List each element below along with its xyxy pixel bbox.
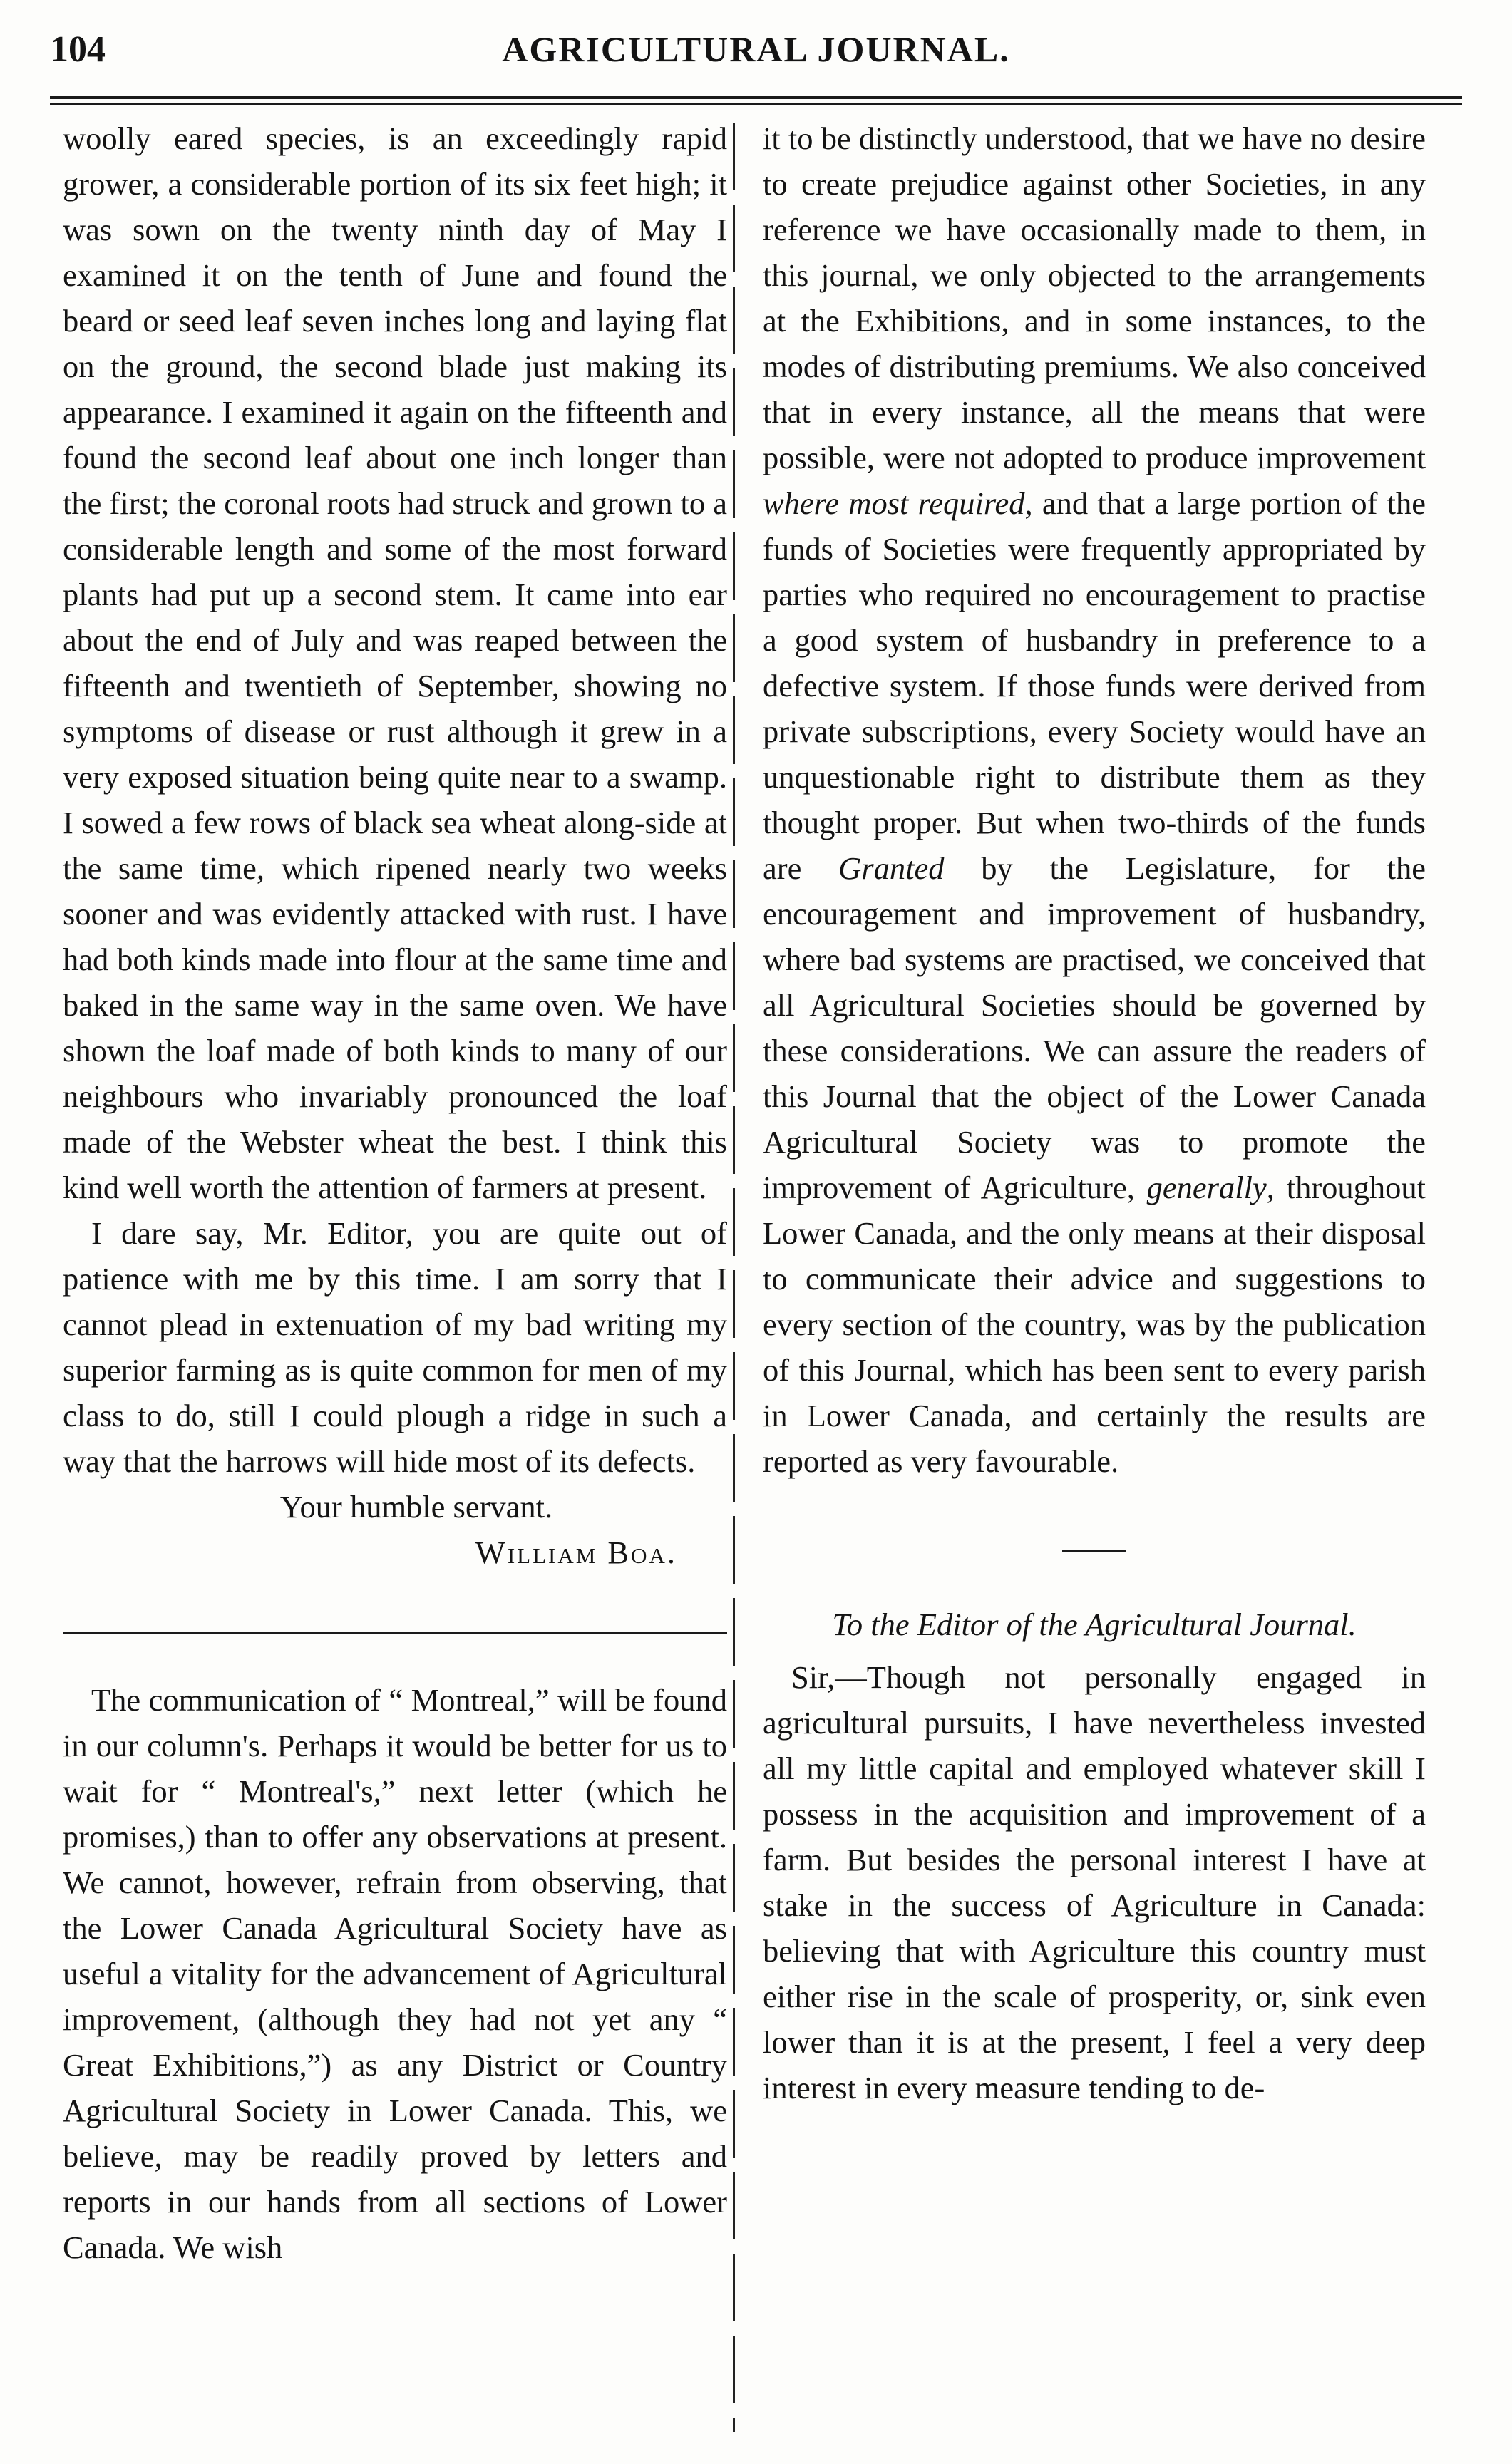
editorial-text: , and that a large portion of the funds of Societies were frequently appropriated by parties who required no encouragement to practise a good system of husbandry in preference to a defective system. If those funds were derived from private subscriptions, every Society would have an unquestionable right to distribute them as they thought proper. But when two-thirds of the funds are (763, 485, 1426, 886)
running-head (50, 29, 1462, 86)
editorial-text: it to be distinctly understood, that we have no desire to create prejudice against other Societies, in any reference we have occasionally made to them, in this journal, we only objected to the arrangements at the Exhibitions, and in some instances, to the modes of distributing premiums. We also conceived that in every instance, all the means that were possible, were not adopted to produce improvement (763, 120, 1426, 475)
letter-closing: Your humble servant. (279, 1489, 553, 1525)
column-divider (733, 123, 735, 2432)
letter-paragraph: woolly eared species, is an exceedingly rapid grower, a considerable portion of its six feet high; it was sown on the twenty ninth day of May I examined it on the tenth of June and found the beard or seed leaf seven inches long and laying flat on the ground, the second blade just making its appearance. I examined it again on the fifteenth and found the second leaf about one inch longer than the first; the coronal roots had struck and grown to a considerable length and some of the most forward plants had put up a second stem. It came into ear about the end of July and was reaped between the fifteenth and twentieth of September, showing no symptoms of disease or rust although it grew in a very exposed situation being quite near to a swamp. I sowed a few rows of black sea wheat along-side at the same time, which ripened nearly two weeks sooner and was evidently attacked with rust. I have had both kinds made into flour at the same time and baked in the same way in the same oven. We have shown the loaf made of both kinds to many of our neighbours who invariably pronounced the loaf made of the Webster wheat the best. I think this kind well worth the attention of farmers at present. (63, 120, 727, 1205)
letter-signature: William Boa. (475, 1535, 677, 1570)
header-rule (50, 96, 1462, 105)
emphasis-text: Granted (838, 850, 945, 886)
letter-heading: To the Editor of the Agricultural Journal. (832, 1607, 1357, 1642)
left-column (63, 115, 727, 2270)
editorial-text: by the Legislature, for the encouragement and improvement of husbandry, where bad systems are practised, we conceived that all Agricultural Societies should be governed by these considerations. We can assure the readers of this Journal that the object of the Lower Canada Agricultural Society was to promote the improvement of Agriculture, (763, 850, 1426, 1205)
short-divider (1062, 1550, 1126, 1552)
journal-title: AGRICULTURAL JOURNAL. (502, 29, 1010, 69)
right-column (763, 115, 1426, 2110)
emphasis-text: where most required (763, 485, 1025, 521)
emphasis-text: generally (1146, 1170, 1267, 1205)
section-divider (63, 1632, 727, 1634)
editorial-text: , throughout Lower Canada, and the only means at their disposal to communicate their advice and suggestions to every section of the country, was by the publication of this Journal, which has been sent to every parish in Lower Canada, and certainly the results are reported as very favourable. (763, 1170, 1426, 1479)
page-number: 104 (50, 29, 106, 70)
letter-paragraph: I dare say, Mr. Editor, you are quite out of patience with me by this time. I am sorry that I cannot plead in extenuation of my bad writing my superior farming as is quite common for men of my class to do, still I could plough a ridge in such a way that the harrows will hide most of its defects. (63, 1215, 727, 1479)
letter-paragraph: Sir,—Though not personally engaged in agricultural pursuits, I have nevertheless invested all my little capital and employed whatever skill I possess in the acquisition and improvement of a farm. But besides the personal interest I have at stake in the success of Agriculture in Canada: believing that with Agriculture this country must either rise in the scale of prosperity, or, sink even lower than it is at the present, I feel a very deep interest in every measure tending to de- (763, 1659, 1426, 2105)
editorial-paragraph: The communication of “ Montreal,” will be found in our column's. Perhaps it would be better for us to wait for “ Montreal's,” next letter (which he promises,) than to offer any observations at present. We cannot, however, refrain from observing, that the Lower Canada Agricultural Society have as useful a vitality for the advancement of Agricultural improvement, (although they had not yet any “ Great Exhibitions,”) as any District or Country Agricultural Society in Lower Canada. This, we believe, may be readily proved by letters and reports in our hands from all sections of Lower Canada. We wish (63, 1682, 727, 2265)
editorial-continued (763, 115, 1426, 1484)
